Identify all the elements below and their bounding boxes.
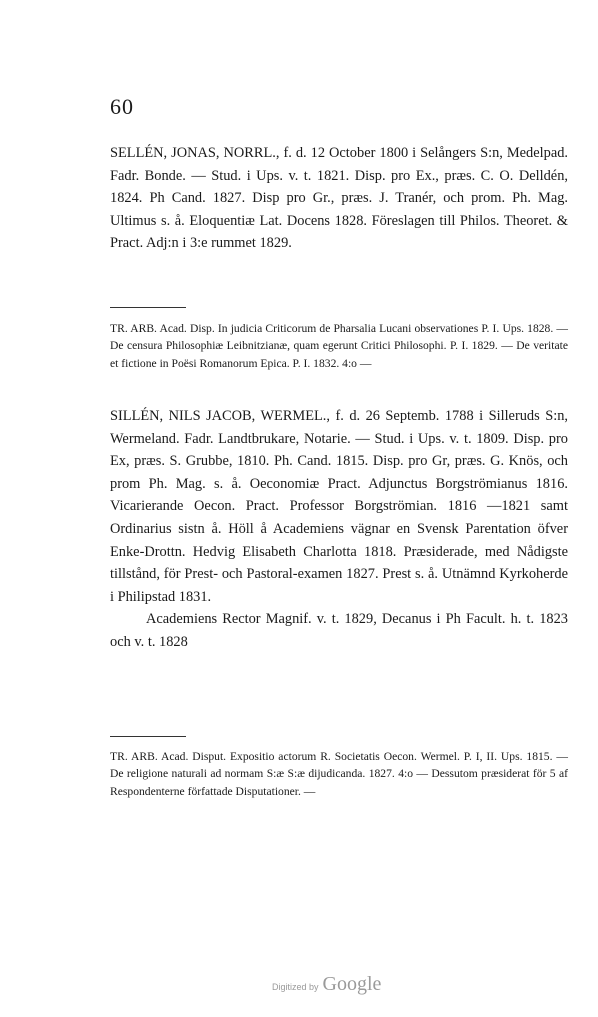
section-divider xyxy=(110,736,186,737)
biography-entry xyxy=(110,142,568,255)
digitized-label: Digitized by xyxy=(272,982,319,992)
entry-text: SILLÉN, NILS JACOB, WERMEL., f. d. 26 Septemb. 1788 i Silleruds S:n, Wermeland. Fadr. Landtbrukare, Notarie. — Stud. i Ups. v. t. 1809. Disp. pro Ex, præs. S. Grubbe, 1810. Ph. Cand. 1815. Disp. pro Gr, præs. G. Knös, och prom Ph. Mag. s. å. Oeconomiæ Pract. Adjunctus Borgströmianus 1816. Vicarierande Oecon. Pract. Professor Borgströmian. 1816 —1821 samt Ordinarius sistn å. Höll å Academiens vägnar en Svensk Parentation öfver Enke-Drottn. Hedvig Elisabeth Charlotta 1818. Præsiderade, med Nådigste tillstånd, för Prest- och Pastoral-examen 1827. Prest s. å. Utnämnd Kyrkoherde i Philipstad 1831. xyxy=(110,408,568,605)
works-list xyxy=(110,320,568,372)
section-divider xyxy=(110,307,186,308)
page-number: 60 xyxy=(110,94,134,119)
works-list xyxy=(110,748,568,800)
entry-text-continued: Academiens Rector Magnif. v. t. 1829, Decanus i Ph Facult. h. t. 1823 och v. t. 1828 xyxy=(110,611,568,650)
google-logo: Google xyxy=(322,973,382,995)
works-text: TR. ARB. Acad. Disp. In judicia Criticorum de Pharsalia Lucani observationes P. I. Ups. 1828. — De censura Philosophiæ Leibnitzianæ, quam egerunt Critici Philosophi. P. I. 1829. — De veritate et fictione in Poësi Romanorum Epica. P. I. 1832. 4:o — xyxy=(110,322,568,370)
entry-text: SELLÉN, JONAS, NORRL., f. d. 12 October 1800 i Selångers S:n, Medelpad. Fadr. Bonde. — Stud. i Ups. v. t. 1821. Disp. pro Ex., præs. C. O. Delldén, 1824. Ph Cand. 1827. Disp pro Gr., præs. J. Tranér, och prom. Ph. Mag. Ultimus s. å. Eloquentiæ Lat. Docens 1828. Föreslagen till Philos. Theoret. & Pract. Adj:n i 3:e rummet 1829. xyxy=(110,145,568,252)
biography-entry xyxy=(110,405,568,654)
works-text: TR. ARB. Acad. Disput. Expositio actorum R. Societatis Oecon. Wermel. P. I, II. Ups. 1815. — De religione naturali ad normam S:æ S:æ dijudicanda. 1827. 4:o — Dessutom præsiderat för 5 af Respondenterne författade Disputationer. — xyxy=(110,750,568,798)
digitization-watermark xyxy=(272,973,381,996)
